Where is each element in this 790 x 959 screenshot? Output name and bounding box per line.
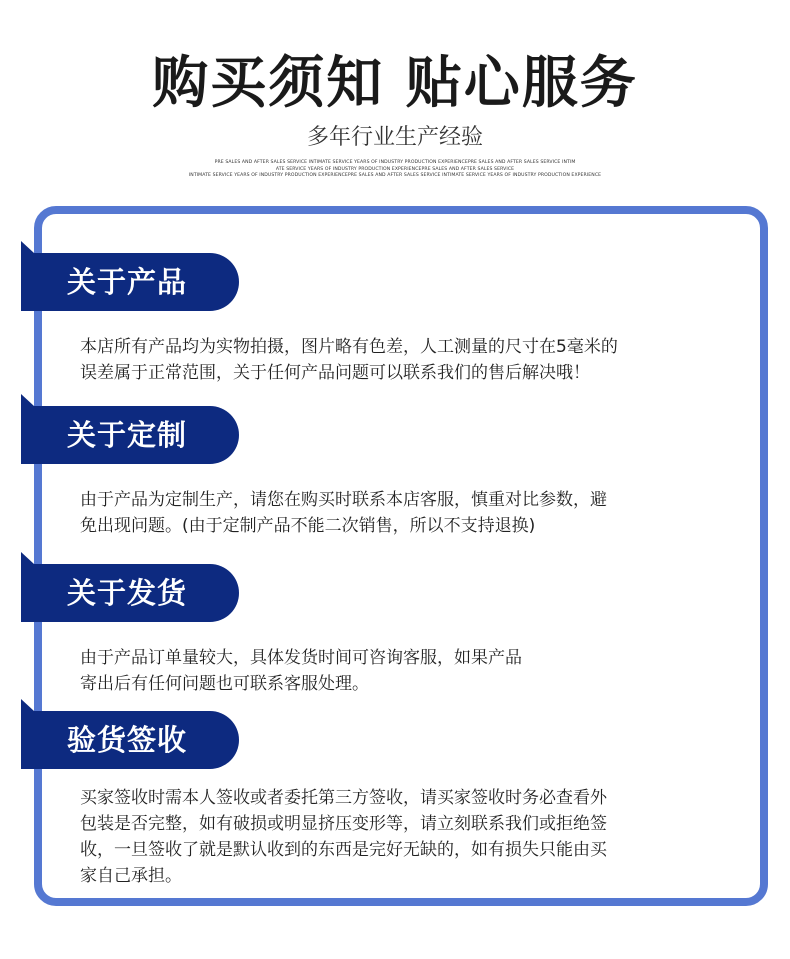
section-heading-shipping: 关于发货 xyxy=(21,564,239,622)
section-text-shipping xyxy=(80,645,720,697)
section-text-custom xyxy=(80,487,720,539)
section-heading-product: 关于产品 xyxy=(21,253,239,311)
tab-fold-decoration xyxy=(21,241,34,253)
text-line: 本店所有产品均为实物拍摄，图片略有色差，人工测量的尺寸在5毫米的 xyxy=(80,337,618,357)
section-heading-custom: 关于定制 xyxy=(21,406,239,464)
tab-fold-decoration xyxy=(21,552,34,564)
text-line: 由于产品为定制生产，请您在购买时联系本店客服，慎重对比参数，避 xyxy=(80,490,607,510)
tiny-line: ATE SERVICE YEARS OF INDUSTRY PRODUCTION EXPERIENCEPRE SALES AND AFTER SALES SERVICE xyxy=(275,166,515,172)
tab-fold-decoration xyxy=(21,699,34,711)
tiny-line: INTIMATE SERVICE YEARS OF INDUSTRY PRODUCTION EXPERIENCEPRE SALES AND AFTER SALES SERVICE INTIMATE SERVICE YEARS OF INDUSTRY PRODUCTION EXPERIENCE xyxy=(188,173,602,178)
text-line: 买家签收时需本人签收或者委托第三方签收，请买家签收时务必查看外 xyxy=(80,788,607,808)
tiny-line: PRE SALES AND AFTER SALES SERVICE INTIMATE SERVICE YEARS OF INDUSTRY PRODUCTION EXPERIENCEPRE SALES AND AFTER SALES SERVICE INTIM xyxy=(214,160,576,165)
tab-fold-decoration xyxy=(21,394,34,406)
section-heading-inspection: 验货签收 xyxy=(21,711,239,769)
text-line: 误差属于正常范围，关于任何产品问题可以联系我们的售后解决哦！ xyxy=(80,363,590,383)
text-line: 家自己承担。 xyxy=(80,866,182,886)
text-line: 收，一旦签收了就是默认收到的东西是完好无缺的，如有损失只能由买 xyxy=(80,840,607,860)
decorative-english-text xyxy=(150,160,640,180)
section-text-product xyxy=(80,334,720,386)
section-text-inspection xyxy=(80,785,720,889)
page-subtitle: 多年行业生产经验 xyxy=(306,125,483,150)
text-line: 免出现问题。(由于定制产品不能二次销售，所以不支持退换) xyxy=(80,516,536,536)
text-line: 寄出后有任何问题也可联系客服处理。 xyxy=(80,674,369,694)
text-line: 包装是否完整，如有破损或明显挤压变形等，请立刻联系我们或拒绝签 xyxy=(80,814,607,834)
page-title: 购买须知 贴心服务 xyxy=(152,51,638,116)
text-line: 由于产品订单量较大，具体发货时间可咨询客服，如果产品 xyxy=(80,648,522,668)
